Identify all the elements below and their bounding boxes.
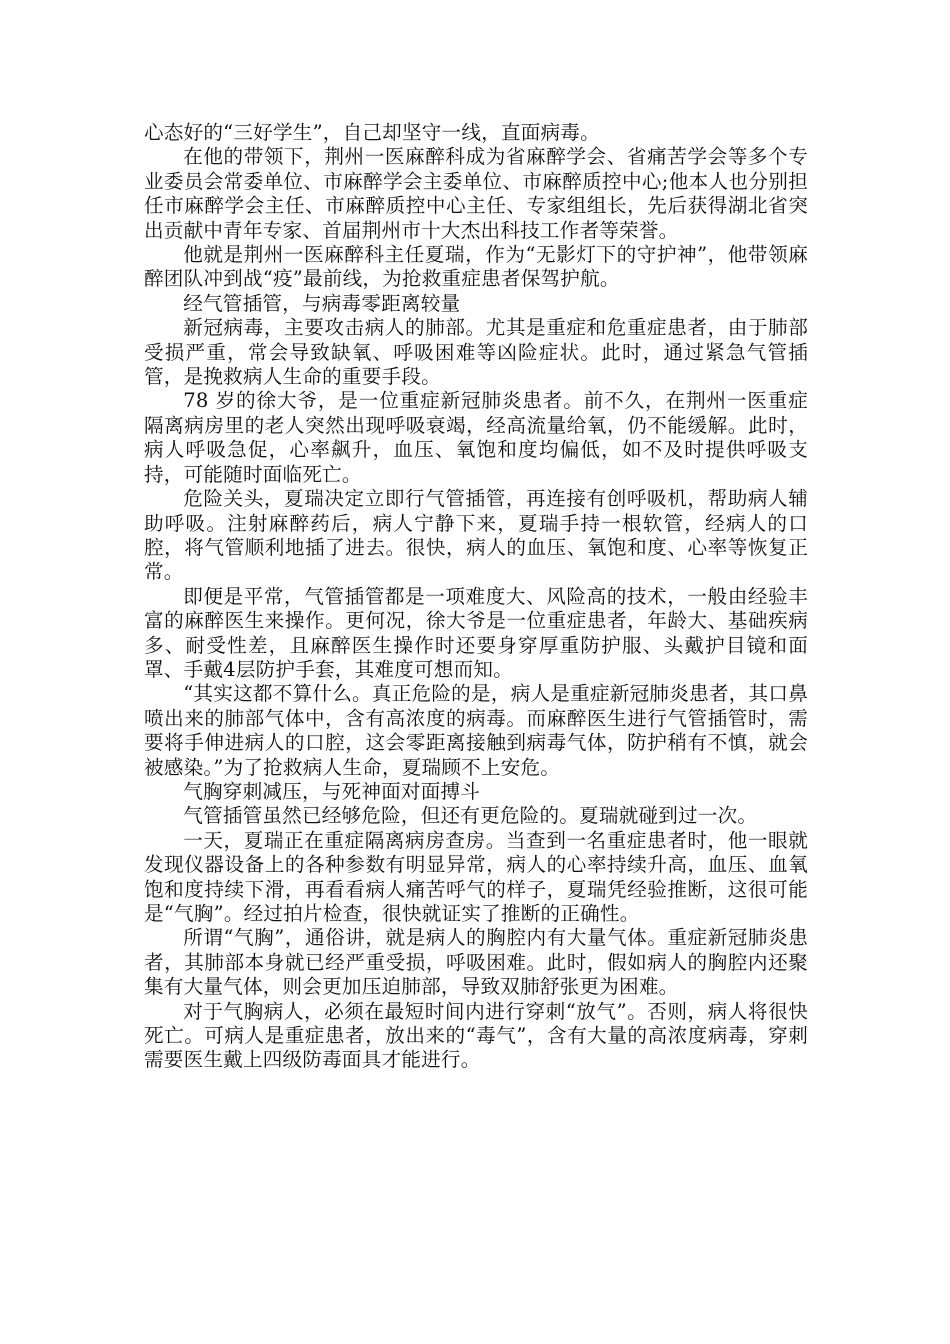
paragraph: “其实这都不算什么。真正危险的是，病人是重症新冠肺炎患者，其口鼻喷出来的肺部气体中，含有高浓度的病毒。而麻醉医生进行气管插管时，需要将手伸进病人的口腔，这会零距离接触到病毒气体，防护稍有不慎，就会被感染。”为了抢救病人生命，夏瑞顾不上安危。: [144, 682, 808, 779]
paragraph: 在他的带领下，荆州一医麻醉科成为省麻醉学会、省痛苦学会等多个专业委员会常委单位、市麻醉学会主委单位、市麻醉质控中心;他本人也分别担任市麻醉学会主任、市麻醉质控中心主任、专家组组长，先后获得湖北省突出贡献中青年专家、首届荆州市十大杰出科技工作者等荣誉。: [144, 145, 808, 242]
paragraph: 他就是荆州一医麻醉科主任夏瑞，作为“无影灯下的守护神”，他带领麻醉团队冲到战“疫”最前线，为抢救重症患者保驾护航。: [144, 243, 808, 291]
paragraph: 气管插管虽然已经够危险，但还有更危险的。夏瑞就碰到过一次。: [183, 804, 758, 828]
paragraph: 78 岁的徐大爷，是一位重症新冠肺炎患者。前不久，在荆州一医重症隔离病房里的老人突然出现呼吸衰竭，经高流量给氧，仍不能缓解。此时，病人呼吸急促，心率飙升，血压、氧饱和度均偏低，如不及时提供呼吸支持，可能随时面临死亡。: [144, 389, 808, 486]
paragraph-continuation: 心态好的“三好学生”，自己却坚守一线，直面病毒。: [144, 121, 600, 144]
section-heading: 气胸穿刺减压，与死神面对面搏斗: [183, 779, 481, 803]
article-body: [144, 121, 808, 1073]
paragraph: 一天，夏瑞正在重症隔离病房查房。当查到一名重症患者时，他一眼就发现仪器设备上的各种参数有明显异常，病人的心率持续升高，血压、血氧饱和度持续下滑，再看看病人痛苦呼气的样子，夏瑞凭经验推断，这很可能是“气胸”。经过拍片检查，很快就证实了推断的正确性。: [144, 828, 808, 925]
paragraph: 即便是平常，气管插管都是一项难度大、风险高的技术，一般由经验丰富的麻醉医生来操作。更何况，徐大爷是一位重症患者，年龄大、基础疾病多、耐受性差，且麻醉医生操作时还要身穿厚重防护服、头戴护目镜和面罩、手戴4层防护手套，其难度可想而知。: [144, 584, 808, 681]
paragraph: 所谓“气胸”，通俗讲，就是病人的胸腔内有大量气体。重症新冠肺炎患者，其肺部本身就已经严重受损，呼吸困难。此时，假如病人的胸腔内还聚集有大量气体，则会更加压迫肺部，导致双肺舒张更为困难。: [144, 926, 808, 999]
paragraph: 危险关头，夏瑞决定立即行气管插管，再连接有创呼吸机，帮助病人辅助呼吸。注射麻醉药后，病人宁静下来，夏瑞手持一根软管，经病人的口腔，将气管顺利地插了进去。很快，病人的血压、氧饱和度、心率等恢复正常。: [144, 487, 808, 584]
paragraph: 对于气胸病人，必须在最短时间内进行穿刺“放气”。否则，病人将很快死亡。可病人是重症患者，放出来的“毒气”，含有大量的高浓度病毒，穿刺需要医生戴上四级防毒面具才能进行。: [144, 999, 808, 1072]
section-heading: 经气管插管，与病毒零距离较量: [183, 291, 461, 315]
paragraph: 新冠病毒，主要攻击病人的肺部。尤其是重症和危重症患者，由于肺部受损严重，常会导致缺氧、呼吸困难等凶险症状。此时，通过紧急气管插管，是挽救病人生命的重要手段。: [144, 316, 808, 389]
